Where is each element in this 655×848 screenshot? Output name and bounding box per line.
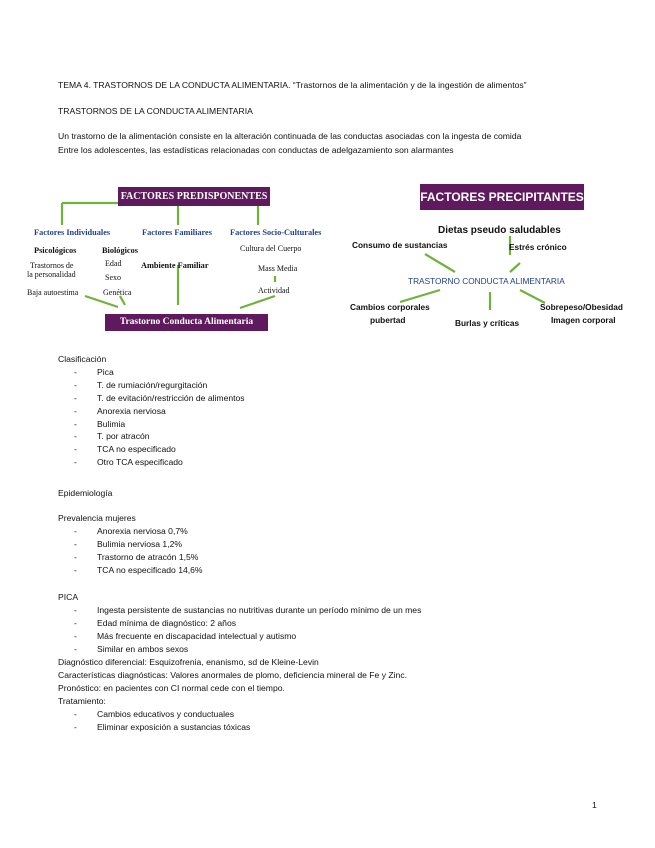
prevalencia-title: Prevalencia mujeres: [58, 513, 136, 523]
clasificacion-title: Clasificación: [58, 354, 107, 364]
trastornos-personalidad-2: la personalidad: [27, 270, 76, 279]
sobrepeso-label-2: Imagen corporal: [551, 315, 616, 325]
baja-autoestima: Baja autoestima: [27, 288, 79, 297]
sobrepeso-label-1: Sobrepeso/Obesidad: [540, 302, 623, 312]
consumo-label: Consumo de sustancias: [352, 240, 448, 250]
intro-line-1: Un trastorno de la alimentación consiste en la alteración continuada de las conductas asociadas con la ingesta de comida: [58, 131, 522, 141]
dietas-label: Dietas pseudo saludables: [438, 225, 561, 236]
factores-individuales: Factores Individuales: [34, 228, 111, 237]
diagnostico-diferencial: Diagnóstico diferencial: Esquizofrenia, enanismo, sd de Kleine-Levin: [58, 657, 319, 667]
pronostico: Pronóstico: en pacientes con CI normal cede con el tiempo.: [58, 683, 285, 693]
mass-media: Mass Media: [258, 264, 298, 273]
edad-label: Edad: [105, 259, 122, 268]
biologicos-label: Biológicos: [102, 246, 138, 255]
ambiente-familiar: Ambiente Familiar: [141, 261, 209, 270]
predisponentes-title: FACTORES PREDISPONENTES: [118, 187, 270, 206]
predisponentes-result-box: Trastorno Conducta Alimentaria: [105, 314, 268, 331]
tratamiento-title: Tratamiento:: [58, 696, 106, 706]
section-title: TRASTORNOS DE LA CONDUCTA ALIMENTARIA: [58, 106, 253, 116]
tema-title: TEMA 4. TRASTORNOS DE LA CONDUCTA ALIMENTARIA. “Trastornos de la alimentación y de la ingestión de alimentos”: [58, 80, 527, 90]
genetica-label: Genética: [103, 288, 132, 297]
factores-socioculturales: Factores Socio-Culturales: [230, 228, 322, 237]
page-number: 1: [592, 800, 597, 810]
psicologicos-label: Psicológicos: [34, 246, 77, 255]
intro-line-2: Entre los adolescentes, las estadísticas relacionadas con conductas de adelgazamiento son alarmantes: [58, 145, 454, 155]
cambios-label-1: Cambios corporales: [350, 302, 430, 312]
sexo-label: Sexo: [105, 273, 121, 282]
cultura-cuerpo: Cultura del Cuerpo: [240, 244, 302, 253]
burlas-label: Burlas y críticas: [455, 318, 520, 328]
cambios-label-2: pubertad: [370, 315, 406, 325]
estres-label: Estrés crónico: [509, 242, 567, 252]
actividad-label: Actividad: [258, 286, 290, 295]
factores-familiares: Factores Familiares: [142, 228, 212, 237]
precipitantes-title: FACTORES PRECIPITANTES: [420, 184, 584, 210]
epidemiologia-title: Epidemiología: [58, 488, 113, 498]
pica-title: PICA: [58, 592, 79, 602]
tca-center-label: TRASTORNO CONDUCTA ALIMENTARIA: [408, 276, 565, 286]
caracteristicas-diagnosticas: Características diagnósticas: Valores anormales de plomo, deficiencia mineral de Fe y Zinc.: [58, 670, 407, 680]
trastornos-personalidad-1: Trastornos de: [30, 261, 74, 270]
